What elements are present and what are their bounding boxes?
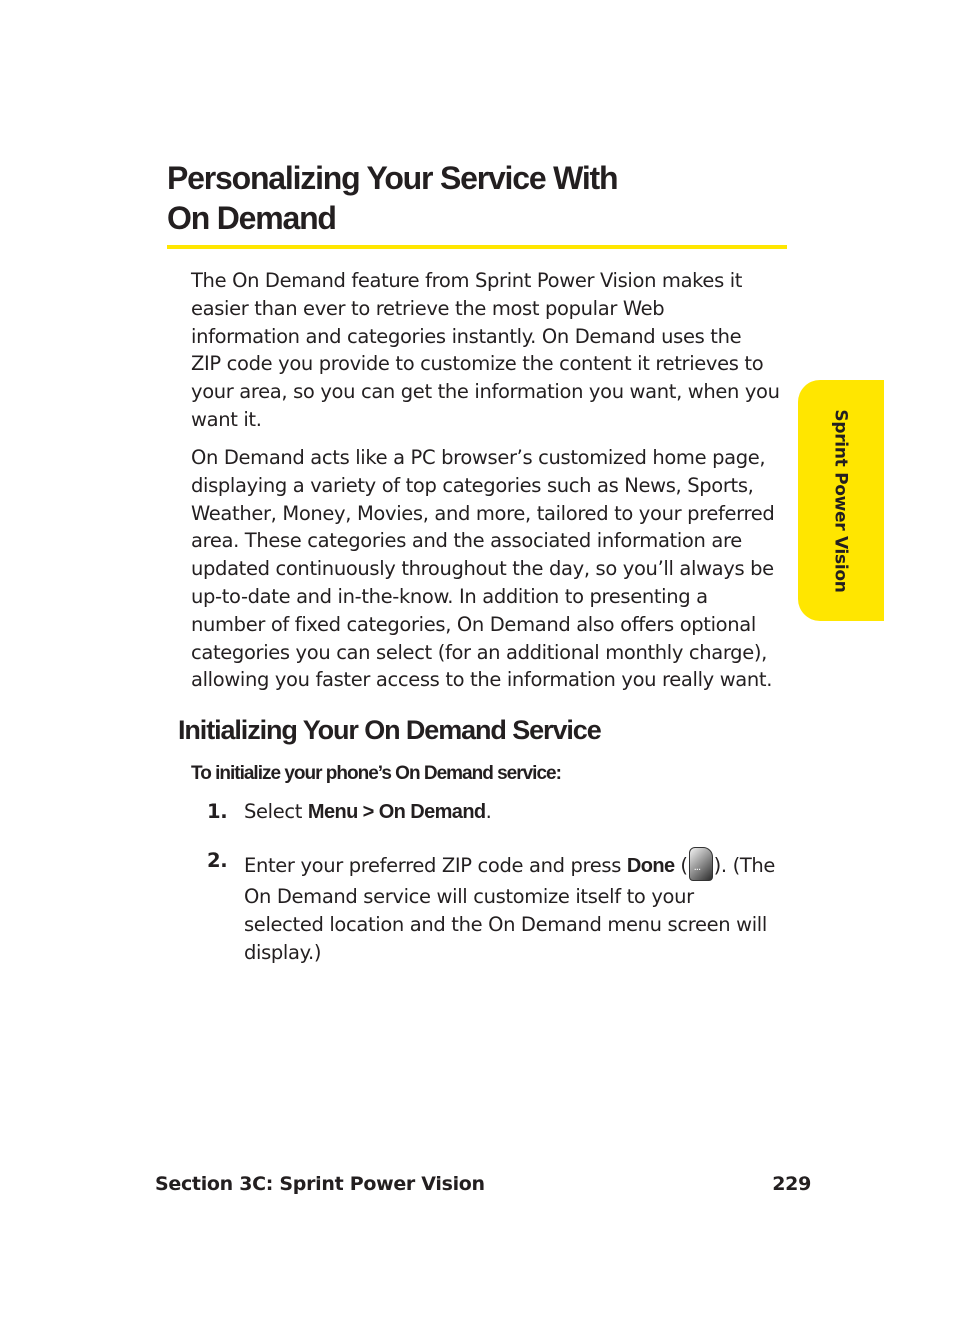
paragraph-line: The On Demand feature from Sprint Power Vision makes it: [191, 269, 743, 292]
step-line: selected location and the On Demand menu screen will: [244, 913, 767, 936]
step-first-line: [244, 847, 804, 883]
step-prefix: Enter your preferred ZIP code and press: [244, 854, 627, 877]
paragraph-line: up-to-date and in-the-know. In addition to presenting a: [191, 584, 708, 608]
paragraph-line: Weather, Money, Movies, and more, tailored to your preferred: [191, 501, 775, 525]
paragraph-line: want it.: [191, 407, 262, 431]
section-side-tab: [798, 380, 884, 621]
page-title: [167, 158, 787, 238]
done-softkey-icon: [689, 847, 713, 881]
page-title-line: Personalizing Your Service With: [167, 160, 618, 196]
paragraph-line: ZIP code you provide to customize the content it retrieves to: [191, 352, 764, 376]
page-title-line: On Demand: [167, 200, 336, 236]
menu-path: Menu > On Demand: [307, 801, 486, 823]
side-tab-label: Sprint Power Vision: [831, 408, 852, 593]
paragraph-line: information and categories instantly. On Demand uses the: [191, 324, 742, 348]
open-paren: (: [674, 854, 688, 877]
done-key-label: Done: [626, 855, 675, 877]
section-subheading: Initializing Your On Demand Service: [178, 715, 601, 745]
intro-paragraph: [191, 267, 791, 434]
description-paragraph: [191, 444, 791, 694]
paragraph-line: On Demand acts like a PC browser’s customized home page,: [191, 446, 766, 469]
paragraph-line: categories you can select (for an additional monthly charge),: [191, 640, 767, 664]
footer-section: Section 3C: Sprint Power Vision: [155, 1173, 485, 1195]
step-number: 1.: [207, 800, 228, 823]
procedure-intro: To initialize your phone’s On Demand service:: [191, 763, 561, 784]
side-tab-label-wrap: [798, 380, 884, 621]
after-icon-text: ). (The: [713, 854, 776, 877]
paragraph-line: your area, so you can get the information you want, when you: [191, 380, 780, 404]
step-text: [244, 798, 804, 826]
step-suffix: .: [485, 800, 492, 823]
step-line: display.): [244, 941, 322, 964]
paragraph-line: number of fixed categories, On Demand also offers optional: [191, 612, 756, 636]
step-line: On Demand service will customize itself to your: [244, 885, 694, 908]
step-text: [244, 847, 804, 967]
title-underline: [167, 245, 787, 249]
paragraph-line: easier than ever to retrieve the most popular Web: [191, 296, 665, 320]
page-number: 229: [772, 1173, 811, 1195]
paragraph-line: allowing you faster access to the information you really want.: [191, 668, 773, 692]
paragraph-line: displaying a variety of top categories such as News, Sports,: [191, 473, 754, 497]
step-prefix: Select: [244, 800, 308, 823]
step-number: 2.: [207, 849, 228, 872]
paragraph-line: area. These categories and the associated information are: [191, 529, 742, 553]
paragraph-line: updated continuously throughout the day, so you’ll always be: [191, 557, 774, 581]
